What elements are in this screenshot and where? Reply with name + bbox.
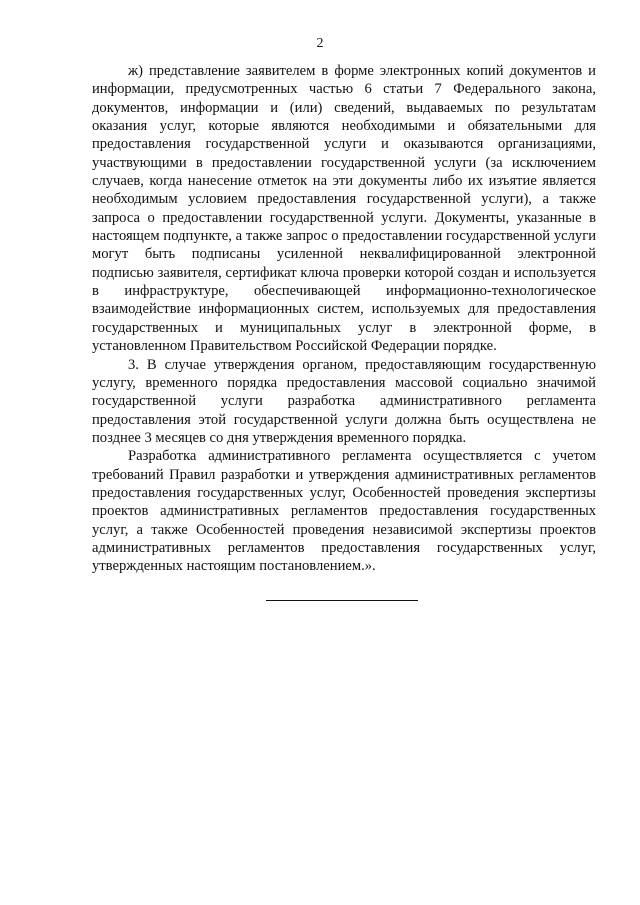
end-of-text-rule [266,600,418,601]
page-number: 2 [316,36,324,51]
paragraph-zh: ж) представление заявителем в форме электронных копий документов и информации, предусмотренных частью 6 статьи 7 Федерального закона, документов, информации и (или) сведений, выдаваемых по результатам оказания услуг, которые являются необходимыми и обязательными для предоставления государственной услуги и оказываются организациями, участвующими в предоставлении государственной услуги (за исключением случаев, когда нанесение отметок на эти документы либо их изъятие является необходимым условием предоставления государственной услуги), а также запроса о предоставлении государственной услуги. Документы, указанные в настоящем подпункте, а также запрос о предоставлении государственной услуги могут быть подписаны усиленной неквалифицированной электронной подписью заявителя, сертификат ключа проверки которой создан и используется в инфраструктуре, обеспечивающей информационно-технологическое взаимодействие информационных систем, используемых для предоставления государственных и муниципальных услуг в электронной форме, в установленном Правительством Российской Федерации порядке. [92,63,596,355]
paragraph-development: Разработка административного регламента осуществляется с учетом требований Правил разработки и утверждения административных регламентов предоставления государственных услуг, Особенностей проведения экспертизы проектов административных регламентов предоставления государственных услуг, а также Особенностей проведения независимой экспертизы проектов административных регламентов предоставления государственных услуг, утвержденных настоящим постановлением.». [92,448,596,575]
paragraph-3: 3. В случае утверждения органом, предоставляющим государственную услугу, временного порядка предоставления массовой социально значимой государственной услуги разработка административного регламента предоставления этой государственной услуги должна быть осуществлена не позднее 3 месяцев со дня утверждения временного порядка. [92,356,596,446]
document-body [92,62,596,576]
